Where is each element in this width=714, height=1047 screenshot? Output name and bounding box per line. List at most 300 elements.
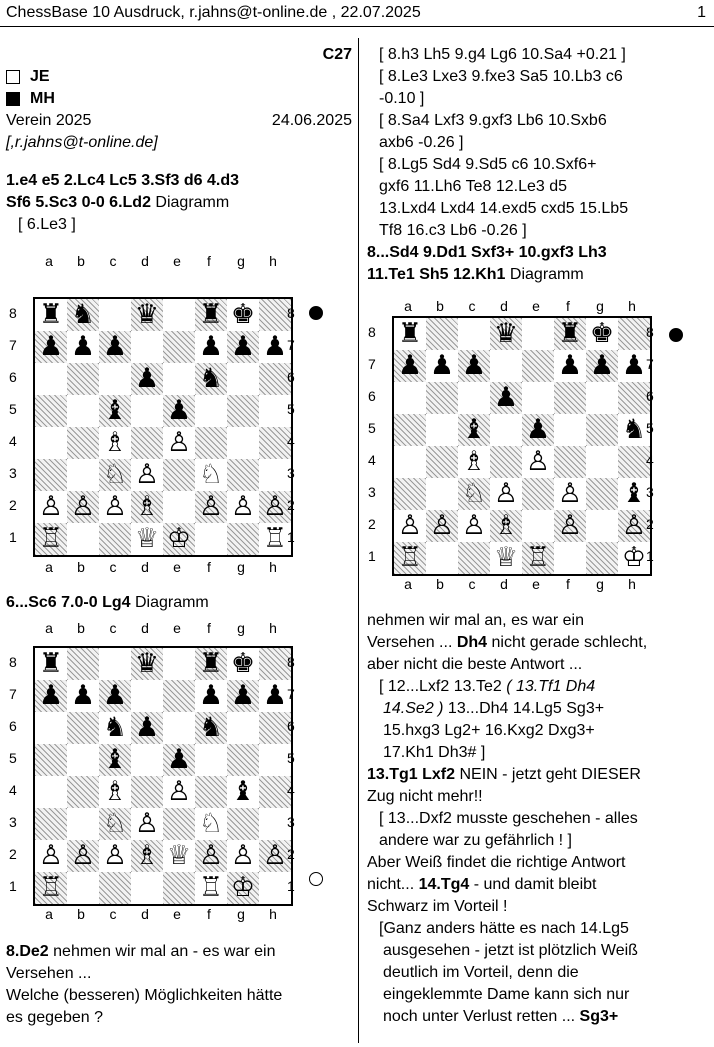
comment-line: es gegeben ? [6,1009,103,1026]
white-knight-icon: ♘ [102,459,128,490]
black-player [6,88,352,110]
board-square [586,478,618,510]
board-square [131,427,163,459]
board-square [67,872,99,904]
board-square [458,382,490,414]
board-square [131,776,163,808]
white-knight-icon: ♘ [102,808,128,839]
board-square [131,744,163,776]
rank-label: 7 [368,356,376,372]
moves-line: 1.e4 e5 2.Lc4 Lc5 3.Sf3 d6 4.d3 [6,172,240,189]
white-bishop-icon: ♗ [134,491,160,522]
variation-line: [ 8.h3 Lh5 9.g4 Lg6 10.Sa4 +0.21 ] [379,46,626,63]
board-square [131,872,163,904]
board-square [195,872,227,904]
file-label: a [404,576,412,592]
white-rook-icon: ♖ [525,542,551,573]
board-square [131,680,163,712]
white-pawn-icon: ♙ [461,510,487,541]
column-divider [358,38,359,1043]
rank-label: 2 [646,516,654,532]
black-rook-icon: ♜ [557,318,583,349]
board-square [458,510,490,542]
board-square [99,840,131,872]
board-square [163,840,195,872]
board-square [67,680,99,712]
board-square [67,648,99,680]
board-square [67,299,99,331]
board-square [490,318,522,350]
rank-label: 6 [368,388,376,404]
board-square [522,318,554,350]
board-square [458,478,490,510]
black-pawn-icon: ♟ [70,331,96,362]
board-square [35,872,67,904]
annotator: [,r.jahns@t-online.de] [6,134,158,151]
file-labels-top [392,298,652,314]
black-pawn-icon: ♟ [429,350,455,381]
board-square [426,318,458,350]
white-pawn-icon: ♙ [134,808,160,839]
board-square [426,510,458,542]
white-knight-icon: ♘ [461,478,487,509]
rank-label: 2 [9,497,17,513]
rank-labels-left [368,316,376,572]
file-label: g [237,559,245,575]
file-labels-bottom [33,906,293,922]
variation-line: [ 6.Le3 ] [18,216,76,233]
moves-line: 8.De2 nehmen wir mal an - es war ein [6,943,276,960]
white-bishop-icon: ♗ [461,446,487,477]
black-queen-icon: ♛ [134,648,160,679]
board-square [458,542,490,574]
board-square [99,523,131,555]
board-square [394,542,426,574]
black-player-name: MH [30,90,55,107]
file-label: d [141,559,149,575]
board-square [554,318,586,350]
rank-label: 4 [287,782,295,798]
black-queen-icon: ♛ [493,318,519,349]
event-date: 24.06.2025 [271,112,352,129]
rank-label: 7 [287,686,295,702]
board-square [99,395,131,427]
board-square [554,350,586,382]
board-square [99,872,131,904]
board-square [35,840,67,872]
board-square [67,395,99,427]
rank-label: 4 [646,452,654,468]
board-square [163,648,195,680]
rank-labels-right [287,646,295,902]
rank-label: 5 [9,401,17,417]
white-rook-icon: ♖ [397,542,423,573]
file-label: h [269,906,277,922]
file-label: h [269,253,277,269]
board-square [35,459,67,491]
board-square [35,427,67,459]
board-square [99,648,131,680]
board-square [490,446,522,478]
black-rook-icon: ♜ [38,299,64,330]
board-square [163,744,195,776]
file-label: e [173,253,181,269]
white-pawn-icon: ♙ [102,491,128,522]
board-square [586,414,618,446]
board-square [35,680,67,712]
black-knight-icon: ♞ [198,363,224,394]
black-pawn-icon: ♟ [621,350,647,381]
file-label: d [500,576,508,592]
board-square [67,776,99,808]
rank-label: 2 [368,516,376,532]
board-square [67,523,99,555]
board-square [227,744,259,776]
black-pawn-icon: ♟ [397,350,423,381]
board-square [227,427,259,459]
black-square-icon [6,92,20,106]
black-pawn-icon: ♟ [525,414,551,445]
black-pawn-icon: ♟ [38,331,64,362]
board-square [195,395,227,427]
file-label: c [468,576,476,592]
board-square [426,350,458,382]
rank-label: 8 [9,305,17,321]
white-rook-icon: ♖ [198,872,224,903]
board-square [163,331,195,363]
board-square [522,478,554,510]
rank-label: 5 [368,420,376,436]
rank-label: 1 [9,529,17,545]
comment-line: nehmen wir mal an, es war ein [367,612,584,629]
moves-line: 6...Sc6 7.0-0 Lg4 Diagramm [6,594,209,611]
moves-line: 11.Te1 Sh5 12.Kh1 Diagramm [367,266,584,283]
board-square [522,382,554,414]
white-pawn-icon: ♙ [70,491,96,522]
board-square [35,776,67,808]
black-pawn-icon: ♟ [166,744,192,775]
variation-line: axb6 -0.26 ] [379,134,464,151]
rank-label: 6 [9,369,17,385]
board-square [163,395,195,427]
black-pawn-icon: ♟ [102,680,128,711]
file-label: g [237,906,245,922]
board-square [163,680,195,712]
black-to-move-icon [669,328,683,342]
board-square [67,712,99,744]
diagram-after-12-kh1 [368,298,654,592]
white-rook-icon: ♖ [38,872,64,903]
board-square [163,459,195,491]
board-square [394,510,426,542]
rank-label: 5 [646,420,654,436]
rank-label: 3 [287,814,295,830]
board-square [195,523,227,555]
white-pawn-icon: ♙ [230,491,256,522]
board-square [35,331,67,363]
board-square [131,808,163,840]
board-square [426,414,458,446]
board-square [67,840,99,872]
black-bishop-icon: ♝ [461,414,487,445]
file-label: c [468,298,476,314]
board-square [99,427,131,459]
board-square [554,478,586,510]
moves-block-2 [6,592,352,614]
white-king-icon: ♔ [166,523,192,554]
file-label: a [404,298,412,314]
white-rook-icon: ♖ [262,523,288,554]
file-label: h [628,298,636,314]
file-label: h [628,576,636,592]
diagram-after-7-lg4 [9,620,295,922]
file-labels-top [33,253,293,269]
white-rook-icon: ♖ [38,523,64,554]
black-pawn-icon: ♟ [230,680,256,711]
rank-label: 4 [368,452,376,468]
moves-line: Sf6 5.Sc3 0-0 6.Ld2 Diagramm [6,194,230,211]
comment-line: Schwarz im Vorteil ! [367,898,508,915]
variation-line: deutlich im Vorteil, denn die [383,964,579,981]
white-pawn-icon: ♙ [230,840,256,871]
variation-line: 14.Se2 ) 13...Dh4 14.Lg5 Sg3+ [383,700,605,717]
black-pawn-icon: ♟ [461,350,487,381]
black-pawn-icon: ♟ [102,331,128,362]
variation-line: [ 8.Le3 Lxe3 9.fxe3 Sa5 10.Lb3 c6 [379,68,623,85]
black-pawn-icon: ♟ [557,350,583,381]
board-square [394,382,426,414]
board-square [131,331,163,363]
board-square [35,744,67,776]
variation-line: 15.hxg3 Lg2+ 16.Kxg2 Dxg3+ [383,722,595,739]
board-square [67,744,99,776]
rank-label: 1 [9,878,17,894]
file-label: g [596,576,604,592]
board-square [163,363,195,395]
right-column [367,44,710,286]
rank-label: 1 [368,548,376,564]
black-pawn-icon: ♟ [166,395,192,426]
file-labels-top [33,620,293,636]
board-square [195,459,227,491]
file-label: c [109,559,117,575]
board-square [522,510,554,542]
rank-label: 5 [287,401,295,417]
rank-label: 7 [9,686,17,702]
white-queen-icon: ♕ [493,542,519,573]
board-square [522,542,554,574]
board-square [163,712,195,744]
white-pawn-icon: ♙ [198,840,224,871]
white-bishop-icon: ♗ [102,776,128,807]
board-square [490,382,522,414]
moves-block-3 [6,941,352,1029]
board-square [522,350,554,382]
board-square [227,648,259,680]
header-title: ChessBase 10 Ausdruck, r.jahns@t-online.de , 22.07.2025 [6,4,421,21]
file-label: b [77,559,85,575]
white-pawn-icon: ♙ [429,510,455,541]
white-pawn-icon: ♙ [166,776,192,807]
board-square [35,299,67,331]
board-square [227,680,259,712]
comment-line: Zug nicht mehr!! [367,788,483,805]
black-bishop-icon: ♝ [102,744,128,775]
rank-label: 8 [287,305,295,321]
black-rook-icon: ♜ [397,318,423,349]
variation-line: Tf8 16.c3 Lb6 -0.26 ] [379,222,527,239]
board-square [131,395,163,427]
white-knight-icon: ♘ [198,808,224,839]
board-square [67,427,99,459]
board-square [99,712,131,744]
file-label: f [566,576,570,592]
board-square [131,299,163,331]
board-square [227,840,259,872]
board-square [131,840,163,872]
board-square [394,446,426,478]
page-number: 1 [697,4,706,21]
white-pawn-icon: ♙ [102,840,128,871]
board-square [195,840,227,872]
chess-board [33,646,293,906]
rank-label: 3 [287,465,295,481]
board-square [554,446,586,478]
file-label: b [436,576,444,592]
right-lower-text [367,610,710,1028]
board-square [554,382,586,414]
rank-label: 2 [287,846,295,862]
board-square [227,523,259,555]
board-square [99,459,131,491]
file-label: a [45,620,53,636]
rank-label: 7 [646,356,654,372]
file-label: e [173,906,181,922]
print-header [0,0,714,27]
black-pawn-icon: ♟ [262,331,288,362]
board-square [163,808,195,840]
white-pawn-icon: ♙ [557,510,583,541]
comment-line: Welche (besseren) Möglichkeiten hätte [6,987,283,1004]
board-square [99,363,131,395]
file-label: a [45,559,53,575]
rank-label: 5 [9,750,17,766]
file-label: f [207,559,211,575]
white-pawn-icon: ♙ [38,840,64,871]
variation-line: 13.Lxd4 Lxd4 14.exd5 cxd5 15.Lb5 [379,200,629,217]
rank-label: 7 [287,337,295,353]
board-square [99,808,131,840]
chess-board [392,316,652,576]
board-square [227,808,259,840]
board-square [67,363,99,395]
rank-label: 4 [9,782,17,798]
black-king-icon: ♚ [230,299,256,330]
variation-line: ausgesehen - jetzt ist plötzlich Weiß [383,942,638,959]
board-square [99,299,131,331]
board-square [522,414,554,446]
board-square [99,680,131,712]
board-square [227,459,259,491]
white-pawn-icon: ♙ [557,478,583,509]
black-pawn-icon: ♟ [493,382,519,413]
board-square [458,414,490,446]
board-square [490,510,522,542]
white-king-icon: ♔ [230,872,256,903]
board-square [394,350,426,382]
rank-label: 1 [287,878,295,894]
board-square [458,350,490,382]
white-knight-icon: ♘ [198,459,224,490]
file-label: b [77,906,85,922]
rank-label: 5 [287,750,295,766]
board-square [554,414,586,446]
variation-line: noch unter Verlust retten ... Sg3+ [383,1008,619,1025]
board-square [426,382,458,414]
file-label: e [173,620,181,636]
rank-labels-right [287,297,295,553]
board-square [490,414,522,446]
white-square-icon [6,70,20,84]
white-bishop-icon: ♗ [493,510,519,541]
black-pawn-icon: ♟ [70,680,96,711]
file-label: g [237,253,245,269]
board-square [35,523,67,555]
board-square [35,808,67,840]
variation-line: gxf6 11.Lh6 Te8 12.Le3 d5 [379,178,568,195]
board-square [67,459,99,491]
board-square [458,446,490,478]
black-king-icon: ♚ [230,648,256,679]
board-square [394,318,426,350]
file-label: d [141,620,149,636]
variation-line: [ 13...Dxf2 musste geschehen - alles [379,810,638,827]
rank-label: 4 [9,433,17,449]
white-to-move-icon [309,872,323,886]
black-knight-icon: ♞ [70,299,96,330]
rank-label: 2 [9,846,17,862]
board-square [426,478,458,510]
file-label: f [207,253,211,269]
black-pawn-icon: ♟ [134,712,160,743]
rank-label: 3 [368,484,376,500]
black-pawn-icon: ♟ [38,680,64,711]
board-square [586,350,618,382]
board-square [35,491,67,523]
comment-line: nicht... 14.Tg4 - und damit bleibt [367,876,597,893]
board-square [490,542,522,574]
file-label: h [269,559,277,575]
variation-line: andere war zu gefährlich ! ] [379,832,572,849]
board-square [163,776,195,808]
variation-line: [ 12...Lxf2 13.Te2 ( 13.Tf1 Dh4 [379,678,596,695]
white-pawn-icon: ♙ [525,446,551,477]
white-pawn-icon: ♙ [198,491,224,522]
black-pawn-icon: ♟ [198,331,224,362]
variation-line: -0.10 ] [379,90,425,107]
board-square [195,808,227,840]
board-square [35,712,67,744]
white-pawn-icon: ♙ [493,478,519,509]
board-square [227,491,259,523]
variation-line: [ 8.Lg5 Sd4 9.Sd5 c6 10.Sxf6+ [379,156,597,173]
board-square [490,350,522,382]
eco-code: C27 [322,46,352,63]
black-pawn-icon: ♟ [589,350,615,381]
board-square [522,446,554,478]
black-to-move-icon [309,306,323,320]
black-knight-icon: ♞ [198,712,224,743]
